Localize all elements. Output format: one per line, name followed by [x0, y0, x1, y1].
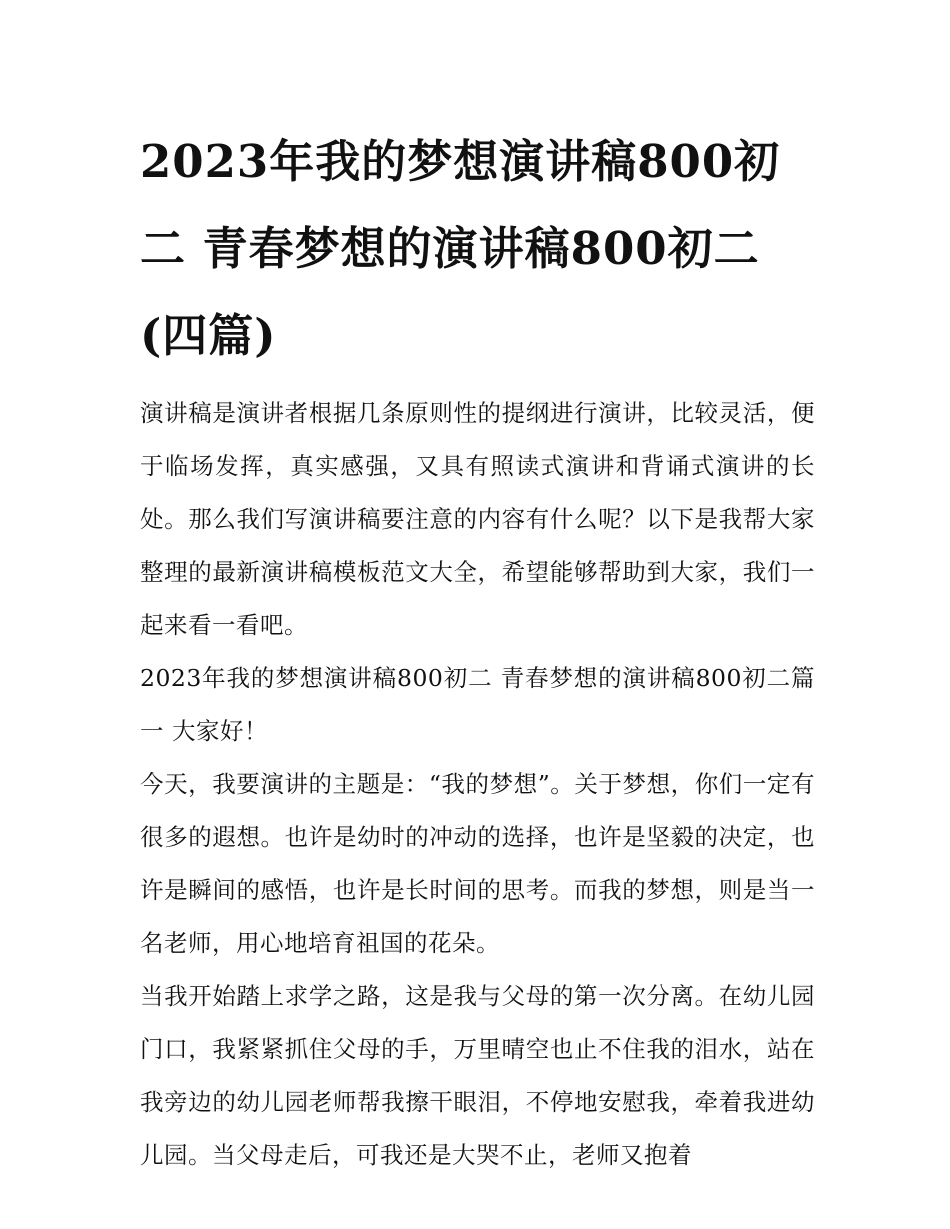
paragraph-heading-greeting: 2023年我的梦想演讲稿800初二 青春梦想的演讲稿800初二篇一 大家好！	[140, 664, 815, 745]
paragraph-kindergarten: 当我开始踏上求学之路，这是我与父母的第一次分离。在幼儿园门口，我紧紧抓住父母的手，万里晴空也止不住我的泪水，站在我旁边的幼儿园老师帮我擦干眼泪，不停地安慰我，牵着我进幼儿园。当父母走后，可我还是大哭不止，老师又抱着	[140, 982, 815, 1169]
document-title: 2023年我的梦想演讲稿800初二 青春梦想的演讲稿800初二(四篇)	[140, 135, 781, 362]
paragraph-topic: 今天，我要演讲的主题是：“我的梦想”。关于梦想，你们一定有很多的遐想。也许是幼时的冲动的选择，也许是坚毅的决定，也许是瞬间的感悟，也许是长时间的思考。而我的梦想，则是当一名老师，用心地培育祖国的花朵。	[140, 770, 815, 957]
paragraph-intro: 演讲稿是演讲者根据几条原则性的提纲进行演讲，比较灵活，便于临场发挥，真实感强，又具有照读式演讲和背诵式演讲的长处。那么我们写演讲稿要注意的内容有什么呢？以下是我帮大家整理的最新演讲稿模板范文大全，希望能够帮助到大家，我们一起来看一看吧。	[140, 399, 815, 639]
document-page	[140, 118, 815, 1182]
